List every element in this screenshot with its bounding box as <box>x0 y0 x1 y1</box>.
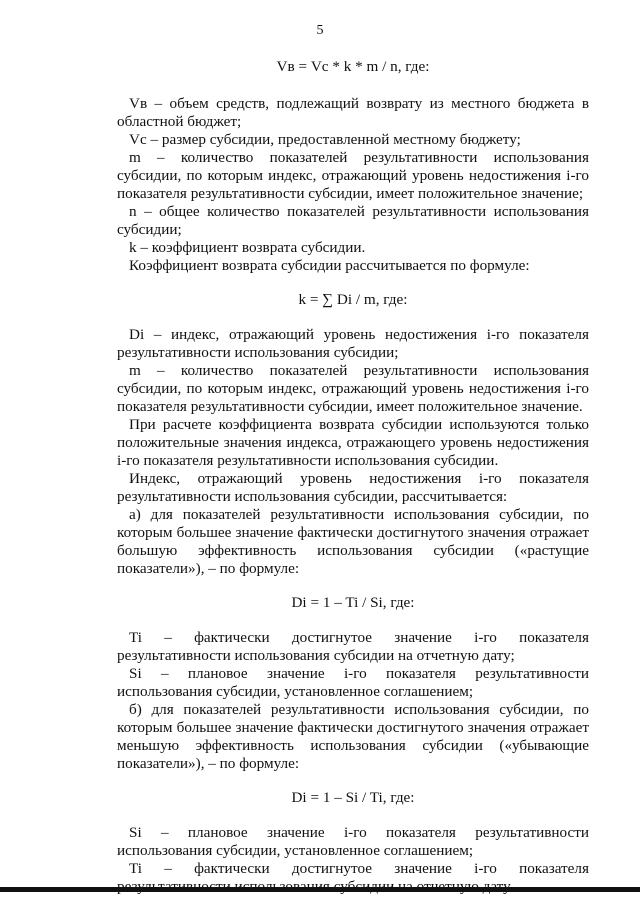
paragraph-positive-values: При расчете коэффициента возврата субсидии используются только положительные значения индекса, отражающего уровень недостижения i-го показателя результативности использования субсидии. <box>117 416 589 469</box>
definition-m: m – количество показателей результативности использования субсидии, по которым индекс, отражающий уровень недостижения i-го показателя результативности субсидии, имеет положительное значение; <box>117 149 589 202</box>
document-body <box>117 58 589 896</box>
formula-k: k = ∑ Di / m, где: <box>298 291 408 308</box>
formula-di-decreasing: Di = 1 – Si / Ti, где: <box>291 789 415 806</box>
definition-di: Di – индекс, отражающий уровень недостижения i-го показателя результативности использования субсидии; <box>117 326 589 361</box>
definition-m-2: m – количество показателей результативности использования субсидии, по которым индекс, отражающий уровень недостижения i-го показателя результативности субсидии, имеет положительное значение. <box>117 362 589 415</box>
formula-refund-volume: Vв = Vс * k * m / n, где: <box>276 58 430 75</box>
definition-v-subsidy: Vс – размер субсидии, предоставленной местному бюджету; <box>129 131 521 148</box>
definition-k: k – коэффициент возврата субсидии. <box>129 239 366 256</box>
paragraph-growing-indicators: а) для показателей результативности использования субсидии, по которым большее значение фактически достигнутого значения отражает большую эффективность использования субсидии («растущие показатели»), – по формуле: <box>117 506 589 577</box>
definition-si: Si – плановое значение i-го показателя результативности использования субсидии, установленное соглашением; <box>117 665 589 700</box>
definition-ti-2: Ti – фактически достигнутое значение i-го показателя <box>129 860 589 877</box>
page-number: 5 <box>316 23 324 38</box>
paragraph-index-intro: Индекс, отражающий уровень недостижения i-го показателя результативности использования субсидии, рассчитывается: <box>117 470 589 505</box>
definition-ti: Ti – фактически достигнутое значение i-го показателя результативности использования субсидии на отчетную дату; <box>117 629 589 664</box>
definition-si-2: Si – плановое значение i-го показателя результативности использования субсидии, установленное соглашением; <box>117 824 589 859</box>
paragraph-decreasing-indicators: б) для показателей результативности использования субсидии, по которым большее значение фактически достигнутого значения отражает меньшую эффективность использования субсидии («убывающие показатели»), – по формуле: <box>117 701 589 772</box>
bottom-scan-border <box>0 887 640 892</box>
paragraph-k-intro: Коэффициент возврата субсидии рассчитывается по формуле: <box>129 257 530 274</box>
definition-n: n – общее количество показателей результативности использования субсидии; <box>117 203 589 238</box>
formula-di-growing: Di = 1 – Ti / Si, где: <box>291 594 415 611</box>
definition-v-refund: Vв – объем средств, подлежащий возврату из местного бюджета в областной бюджет; <box>117 95 589 130</box>
